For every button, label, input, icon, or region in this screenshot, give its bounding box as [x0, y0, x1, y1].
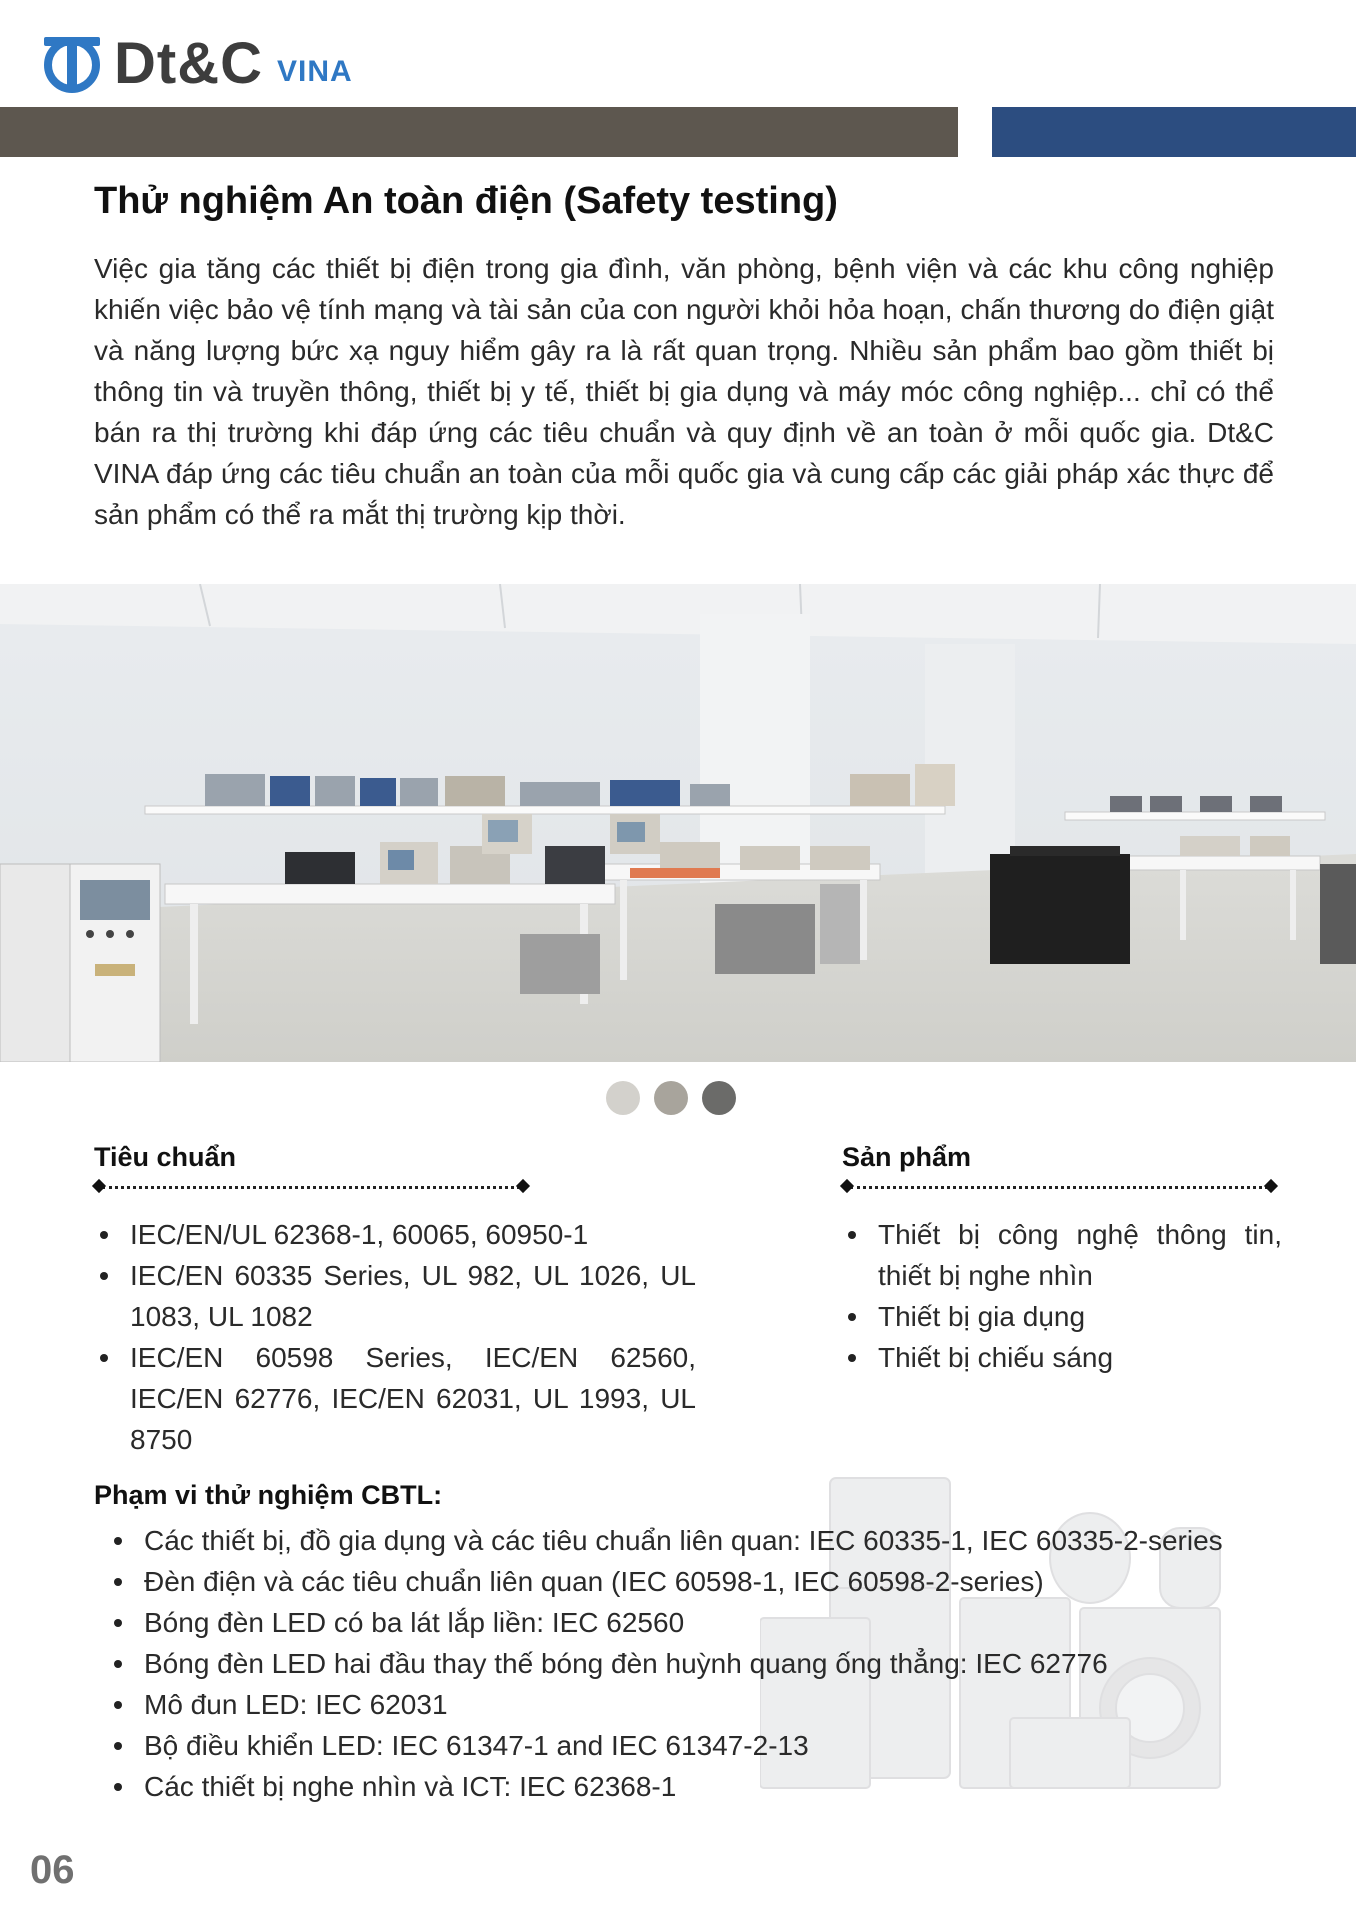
products-list — [842, 1214, 1282, 1378]
logo-mark-icon — [40, 31, 104, 95]
products-rule — [842, 1180, 1276, 1194]
list-item: IEC/EN 60335 Series, UL 982, UL 1026, UL 1083, UL 1082 — [94, 1255, 696, 1337]
list-item: IEC/EN 60598 Series, IEC/EN 62560, IEC/EN 62776, IEC/EN 62031, UL 1993, UL 8750 — [94, 1337, 696, 1460]
list-item: Thiết bị công nghệ thông tin, thiết bị nghe nhìn — [842, 1214, 1282, 1296]
brand-name: Dt&C — [114, 30, 263, 96]
cbtl-list — [108, 1520, 1276, 1807]
carousel-dot-1 — [606, 1081, 640, 1115]
carousel-dot-3 — [702, 1081, 736, 1115]
page-title: Thử nghiệm An toàn điện (Safety testing) — [94, 180, 838, 222]
list-item: Thiết bị chiếu sáng — [842, 1337, 1282, 1378]
page-number: 06 — [30, 1848, 75, 1892]
standards-list — [94, 1214, 696, 1460]
list-item: Bóng đèn LED hai đầu thay thế bóng đèn huỳnh quang ống thẳng: IEC 62776 — [108, 1643, 1276, 1684]
list-item: Thiết bị gia dụng — [842, 1296, 1282, 1337]
brand-sub: VINA — [276, 55, 353, 88]
header-band-left — [0, 107, 958, 157]
standards-heading: Tiêu chuẩn — [94, 1142, 237, 1172]
header-band-right — [992, 107, 1356, 157]
cbtl-heading: Phạm vi thử nghiệm CBTL: — [94, 1480, 443, 1510]
list-item: Các thiết bị, đồ gia dụng và các tiêu chuẩn liên quan: IEC 60335-1, IEC 60335-2-series — [108, 1520, 1276, 1561]
list-item: Các thiết bị nghe nhìn và ICT: IEC 62368-1 — [108, 1766, 1276, 1807]
list-item: Bộ điều khiển LED: IEC 61347-1 and IEC 61347-2-13 — [108, 1725, 1276, 1766]
list-item: IEC/EN/UL 62368-1, 60065, 60950-1 — [94, 1214, 696, 1255]
carousel-dots — [606, 1081, 736, 1115]
list-item: Mô đun LED: IEC 62031 — [108, 1684, 1276, 1725]
intro-paragraph: Việc gia tăng các thiết bị điện trong gia đình, văn phòng, bệnh viện và các khu công nghiệp khiến việc bảo vệ tính mạng và tài sản của con người khỏi hỏa hoạn, chấn thương do điện giật và năng lượng bức xạ nguy hiểm gây ra là rất quan trọng. Nhiều sản phẩm bao gồm thiết bị thông tin và truyền thông, thiết bị y tế, thiết bị gia dụng và máy móc công nghiệp... chỉ có thể bán ra thị trường khi đáp ứng các tiêu chuẩn và quy định về an toàn ở mỗi quốc gia. Dt&C VINA đáp ứng các tiêu chuẩn an toàn của mỗi quốc gia và cung cấp các giải pháp xác thực để sản phẩm có thể ra mắt thị trường kịp thời. — [94, 253, 1274, 530]
list-item: Bóng đèn LED có ba lát lắp liền: IEC 62560 — [108, 1602, 1276, 1643]
list-item: Đèn điện và các tiêu chuẩn liên quan (IEC 60598-1, IEC 60598-2-series) — [108, 1561, 1276, 1602]
carousel-dot-2 — [654, 1081, 688, 1115]
products-heading: Sản phẩm — [842, 1142, 972, 1172]
lab-photo — [0, 584, 1356, 1062]
standards-rule — [94, 1180, 528, 1194]
brand-logo — [40, 28, 353, 98]
